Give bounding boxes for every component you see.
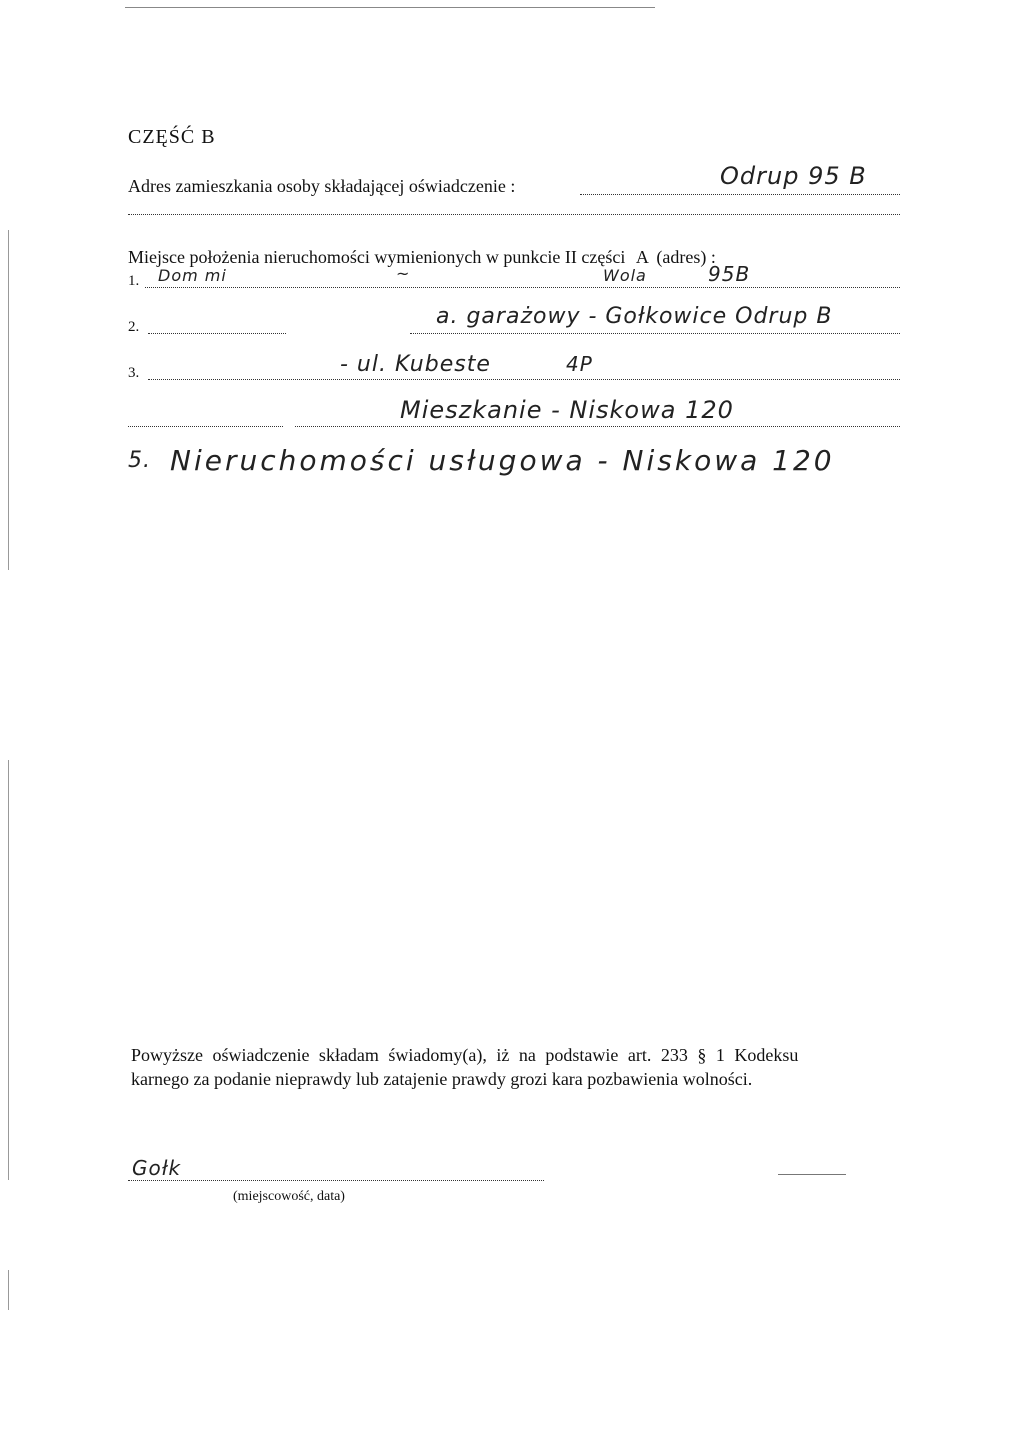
property-label-text: Miejsce położenia nieruchomości wymienionych w punkcie II części	[128, 247, 626, 267]
place-caption: (miejscowość, data)	[233, 1189, 345, 1204]
row-4-dotted-line-a	[128, 426, 283, 427]
row-1-value-a: Dom mi	[158, 266, 227, 285]
address-dotted-line-2	[128, 214, 900, 215]
row-5-number: 5.	[128, 448, 151, 473]
scan-edge-2	[8, 760, 9, 1180]
property-label-suffix: (adres) :	[656, 247, 716, 267]
row-2-value: a. garażowy - Gołkowice Odrup B	[436, 304, 833, 329]
row-4-dotted-line-b	[295, 426, 900, 427]
scan-edge-3	[8, 1270, 9, 1310]
scan-edge-1	[8, 230, 9, 570]
top-scan-rule	[125, 7, 655, 8]
signature-line	[778, 1174, 846, 1175]
place-dotted-line	[128, 1180, 544, 1181]
row-3-value-d: 4P	[566, 352, 593, 376]
address-label: Adres zamieszkania osoby składającej oświadczenie :	[128, 176, 516, 196]
property-label-marker: A	[635, 247, 648, 267]
row-5-value: Nieruchomości usługowa - Niskowa 120	[170, 444, 835, 477]
row-1-dotted-line	[145, 287, 900, 288]
row-2-dotted-line-b	[410, 333, 900, 334]
row-1-value-d: 95B	[708, 262, 751, 286]
row-2-dotted-line-a	[148, 333, 286, 334]
address-value: Odrup 95 B	[720, 162, 867, 190]
statement-line-2: karnego za podanie nieprawdy lub zatajenie prawdy grozi kara pozbawienia wolności.	[131, 1069, 753, 1089]
row-3-value: - ul. Kubeste	[340, 352, 491, 377]
row-1-value-b: ~	[396, 264, 411, 283]
property-label	[128, 246, 716, 268]
row-4-value: Mieszkanie - Niskowa 120	[400, 396, 734, 424]
address-dotted-line	[580, 194, 900, 195]
row-3-number: 3.	[128, 365, 140, 381]
row-2-number: 2.	[128, 319, 140, 335]
part-b-title: CZĘŚĆ B	[128, 126, 216, 148]
statement-line-1: Powyższe oświadczenie składam świadomy(a), iż na podstawie art. 233 § 1 Kodeksu	[131, 1045, 799, 1065]
row-1-value-c: Wola	[603, 266, 647, 285]
row-1-number: 1.	[128, 273, 140, 289]
row-3-dotted-line	[148, 379, 900, 380]
place-value: Gołk	[132, 1156, 182, 1180]
